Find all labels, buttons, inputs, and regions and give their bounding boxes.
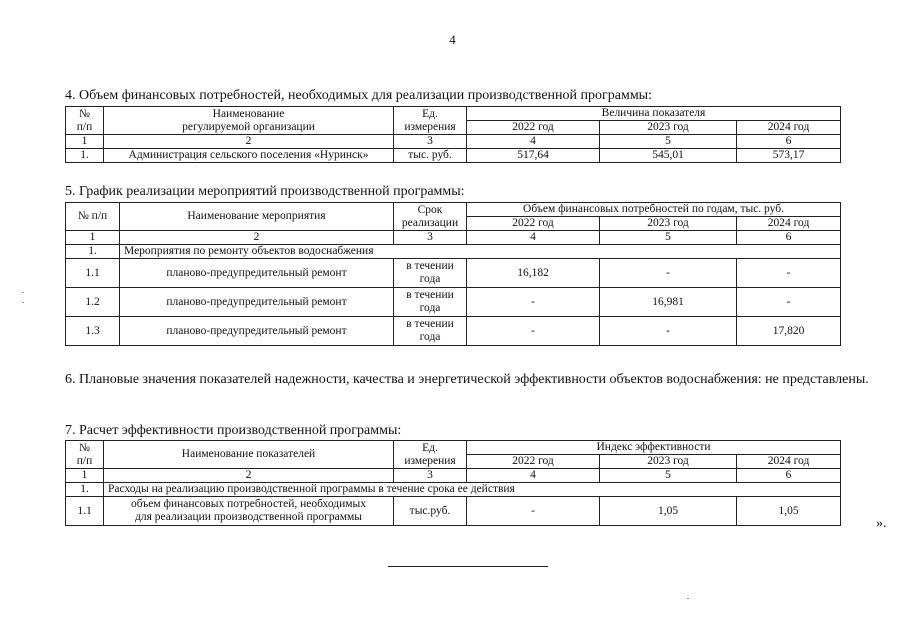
row-num: 1.1 [66,497,104,526]
index-cell: 6 [737,231,841,245]
row-value: 16,981 [600,288,737,317]
header-year: 2024 год [737,121,841,135]
index-cell: 6 [737,135,841,149]
row-value: 1,05 [600,497,737,526]
table-row [66,149,841,163]
row-value: - [467,497,600,526]
table-row [66,259,841,288]
row-num: 1. [66,149,104,163]
row-indicator-name: объем финансовых потребностей, необходимых для реализации производственной программы [104,497,394,526]
row-value: - [467,288,600,317]
header-term: Срок реализации [394,203,467,231]
row-value: 16,182 [467,259,600,288]
header-activity-name: Наименование мероприятия [120,203,394,231]
header-indicator-value: Величина показателя [467,107,841,121]
scan-speck [687,598,689,599]
header-num: № п/п [66,203,120,231]
index-cell: 5 [600,469,737,483]
header-year: 2024 год [737,217,841,231]
efficiency-table [65,440,841,526]
header-num: № п/п [66,441,104,469]
header-financial-needs: Объем финансовых потребностей по годам, тыс. руб. [467,203,841,217]
row-value: - [467,317,600,346]
index-cell: 3 [394,231,467,245]
index-cell: 2 [120,231,394,245]
group-row [66,483,841,497]
row-value: 573,17 [737,149,841,163]
index-cell: 5 [600,135,737,149]
group-row-num: 1. [66,483,104,497]
table-row [66,317,841,346]
scan-speck [22,292,24,293]
header-efficiency-index: Индекс эффективности [467,441,841,455]
header-unit: Ед. измерения [394,441,467,469]
header-year: 2023 год [600,217,737,231]
row-term: в течении года [394,288,467,317]
row-num: 1.3 [66,317,120,346]
row-activity-name: планово-предупредительный ремонт [120,259,394,288]
row-value: 17,820 [737,317,841,346]
section-7-heading: 7. Расчет эффективности производственной программы: [65,423,402,438]
header-org-name: Наименование регулируемой организации [104,107,394,135]
index-cell: 1 [66,135,104,149]
index-cell: 1 [66,469,104,483]
row-num: 1.1 [66,259,120,288]
row-value: - [737,288,841,317]
row-value: 1,05 [737,497,841,526]
row-org-name: Администрация сельского поселения «Нуринск» [104,149,394,163]
index-cell: 1 [66,231,120,245]
closing-quote: ». [876,516,887,531]
page-number: 4 [449,32,456,47]
scan-speck [22,302,24,303]
section-6-text: 6. Плановые значения показателей надежности, качества и энергетической эффективности объектов водоснабжения: не представлены. [65,372,869,387]
row-term: в течении года [394,317,467,346]
group-row-label: Мероприятия по ремонту объектов водоснабжения [120,245,841,259]
group-row-label: Расходы на реализацию производственной программы в течение срока ее действия [104,483,841,497]
index-cell: 6 [737,469,841,483]
row-activity-name: планово-предупредительный ремонт [120,288,394,317]
header-indicator-name: Наименование показателей [104,441,394,469]
index-cell: 2 [104,135,394,149]
row-num: 1.2 [66,288,120,317]
row-activity-name: планово-предупредительный ремонт [120,317,394,346]
row-value: 545,01 [600,149,737,163]
header-num: № п/п [66,107,104,135]
header-year: 2022 год [467,121,600,135]
index-cell: 4 [467,231,600,245]
header-year: 2023 год [600,121,737,135]
table-row [66,288,841,317]
header-year: 2023 год [600,455,737,469]
row-value: 517,64 [467,149,600,163]
section-4-heading: 4. Объем финансовых потребностей, необходимых для реализации производственной программы: [65,88,652,103]
group-row-num: 1. [66,245,120,259]
schedule-table [65,202,841,346]
group-row [66,245,841,259]
index-cell: 3 [394,469,467,483]
header-year: 2022 год [467,217,600,231]
index-cell: 2 [104,469,394,483]
row-unit: тыс.руб. [394,497,467,526]
section-5-heading: 5. График реализации мероприятий производственной программы: [65,184,465,199]
row-value: - [600,317,737,346]
index-cell: 5 [600,231,737,245]
index-cell: 4 [467,135,600,149]
header-unit: Ед. измерения [394,107,467,135]
row-unit: тыс. руб. [394,149,467,163]
index-cell: 4 [467,469,600,483]
financial-needs-table [65,106,841,163]
header-year: 2022 год [467,455,600,469]
table-row [66,497,841,526]
footer-divider [388,566,548,567]
row-value: - [600,259,737,288]
index-cell: 3 [394,135,467,149]
header-year: 2024 год [737,455,841,469]
row-value: - [737,259,841,288]
row-term: в течении года [394,259,467,288]
